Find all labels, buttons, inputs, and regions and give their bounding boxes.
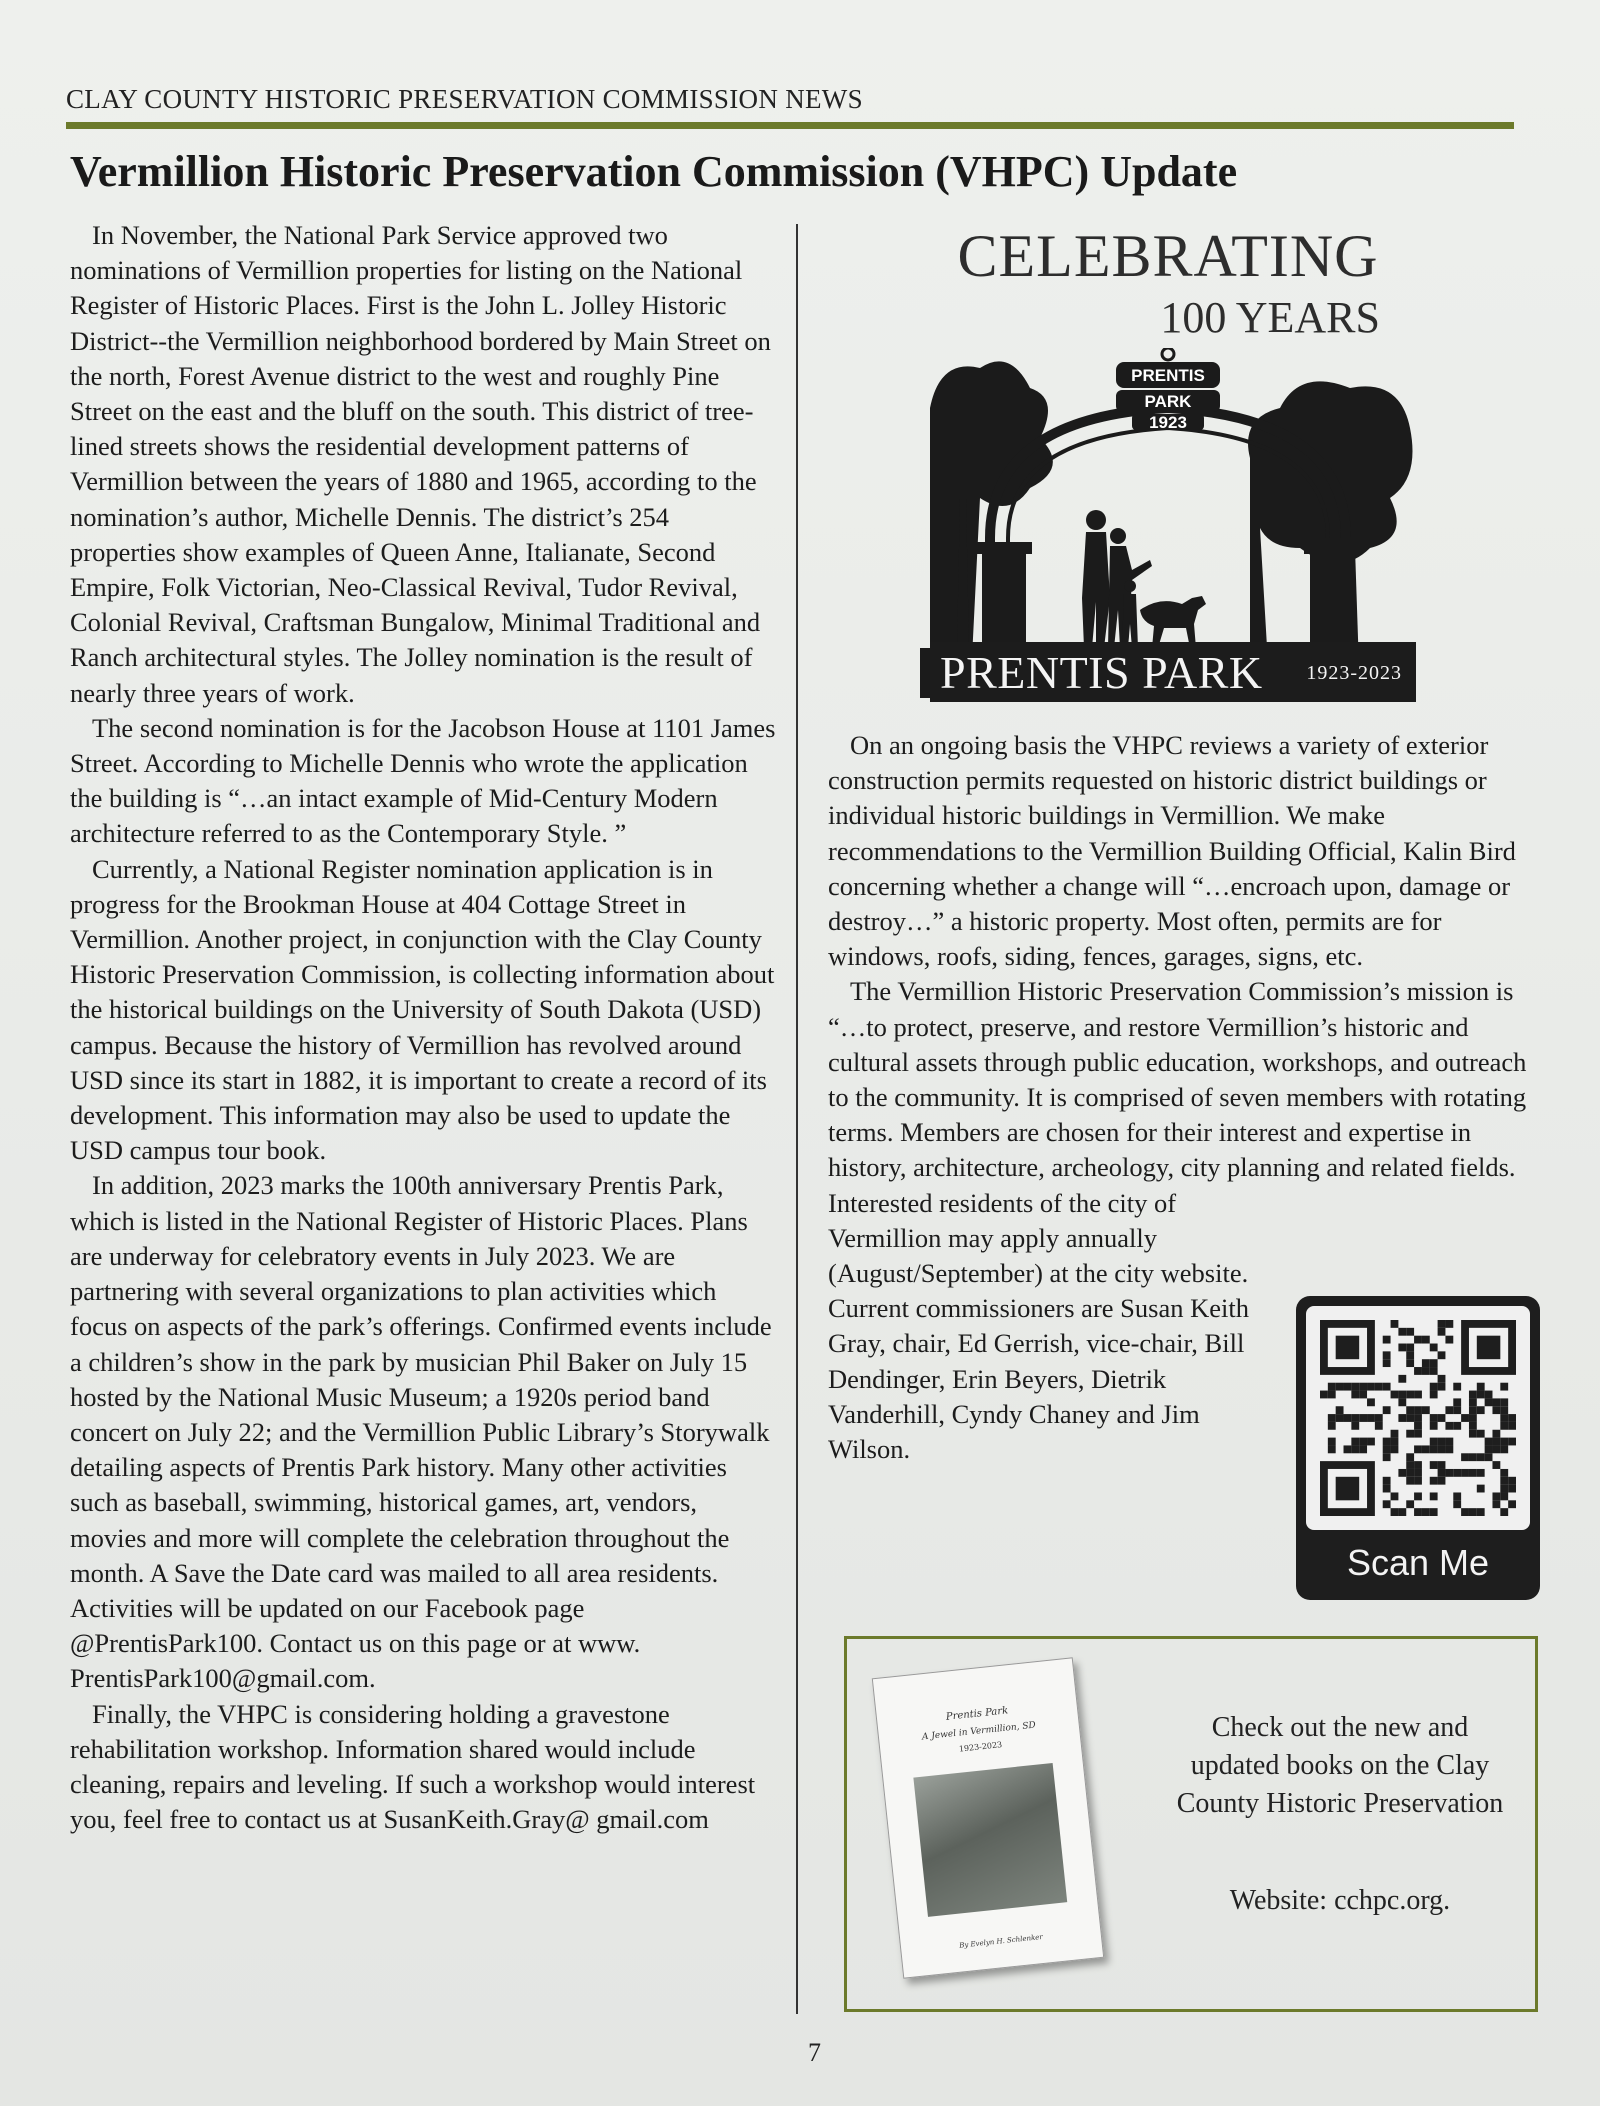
park-banner-name: PRENTIS PARK (940, 647, 1263, 698)
article-paragraph: The second nomination is for the Jacobson House at 1101 James Street. According to Michelle Dennis who wrote the application the building is “…an intact example of Mid-Century Modern architecture referred to as the Contemporary Style. ” (70, 712, 776, 849)
article-paragraph: In November, the National Park Service approved two nominations of Vermillion properties for listing on the National Register of Historic Places. First is the John L. Jolley Historic District--the Vermillion neighborhood bordered by Main Street on the north, Forest Avenue district to the west and roughly Pine Street on the east and the bluff on the south. This district of tree-lined streets shows the residential development patterns of Vermillion between the years of 1880 and 1965, according to the nomination’s author, Michelle Dennis. The district’s 254 properties show examples of Queen Anne, Italianate, Second Empire, Folk Victorian, Neo-Classical Revival, Tudor Revival, Colonial Revival, Craftsman Bungalow, Minimal Traditional and Ranch architectural styles. The Jolley nomination is the result of nearly three years of work. (70, 220, 771, 708)
book-years: 1923-2023 (958, 1740, 1003, 1754)
celebrate-title: CELEBRATING (957, 223, 1379, 289)
column-divider (796, 224, 798, 2014)
commissioners-paragraph: Interested residents of the city of Vermillion may apply annually (August/September) at the city website. Current commissioners are Susan Keith Gray, chair, Ed Gerrish, vice-chair, Bill Dendinger, Erin Beyers, Dietrik Vanderhill, Cyndy Chaney and Jim Wilson. (828, 1187, 1249, 1465)
page-title: Vermillion Historic Preservation Commission (VHPC) Update (70, 147, 1238, 196)
qr-code-pattern (1306, 1306, 1530, 1530)
book-cover (872, 1657, 1104, 1978)
article-paragraph: Finally, the VHPC is considering holding a gravestone rehabilitation workshop. Information shared would include cleaning, repairs and leveling. If such a workshop would interest you, feel free to contact us at SusanKeith.Gray@ gmail.com (70, 1698, 756, 1835)
article-paragraph: On an ongoing basis the VHPC reviews a variety of exterior construction permits requested on historic district buildings or individual historic buildings in Vermillion. We make recommendations to the Vermillion Building Official, Kalin Bird concerning whether a change will “…encroach upon, damage or destroy…” a historic property. Most often, permits are for windows, roofs, siding, fences, garages, signs, etc. (828, 730, 1516, 972)
park-banner-years: 1923-2023 (1306, 662, 1402, 684)
arch-prentis-text: PRENTIS (1131, 366, 1205, 385)
arch-year-text: 1923 (1149, 413, 1187, 432)
park-banner (930, 642, 1416, 702)
celebrate-subtitle: 100 YEARS (1160, 293, 1380, 342)
book-author: By Evelyn H. Schlenker (958, 1932, 1044, 1950)
qr-code-icon[interactable] (1306, 1306, 1530, 1530)
article-paragraph: In addition, 2023 marks the 100th anniversary Prentis Park, which is listed in the National Register of Historic Places. Plans are underway for celebratory events in July 2023. We are partnering with several organizations to plan activities which focus on aspects of the park’s offerings. Confirmed events include a children’s show in the park by musician Phil Baker on July 15 hosted by the National Music Museum; a 1920s period band concert on July 22; and the Vermillion Public Library’s Storywalk detailing aspects of Prentis Park history. Many other activities such as baseball, swimming, historical games, art, vendors, movies and more will complete the celebration throughout the month. A Save the Date card was mailed to all area residents. Activities will be updated on our Facebook page @PrentisPark100. Contact us on this page or at www. PrentisPark100@gmail.com. (70, 1170, 772, 1694)
page-number: 7 (808, 2038, 821, 2067)
book-promo-box (844, 1636, 1538, 2012)
article-paragraph: The Vermillion Historic Preservation Commission’s mission is “…to protect, preserve, and restore Vermillion’s historic and cultural assets through public education, workshops, and outreach to the community. It is comprised of seven members with rotating terms. Members are chosen for their interest and expertise in history, architecture, archeology, city planning and related fields. (828, 976, 1527, 1183)
book-promo-text: Check out the new and updated books on the Clay County Historic Preservation (1176, 1712, 1504, 1819)
arch-park-text: PARK (1144, 392, 1192, 411)
book-subtitle: A Jewel in Vermillion, SD (921, 1720, 1037, 1743)
header-rule (66, 122, 1514, 129)
qr-code-card[interactable] (1296, 1296, 1540, 1600)
left-column (70, 218, 780, 1837)
book-website-text: Website: cchpc.org. (1229, 1885, 1451, 1916)
book-cover-photo (913, 1763, 1067, 1917)
article-paragraph: Currently, a National Register nomination application is in progress for the Brookman House at 404 Cottage Street in Vermillion. Another project, in conjunction with the Clay County Historic Preservation Commission, is collecting information about the historical buildings on the University of South Dakota (USD) campus. Because the history of Vermillion has revolved around USD since its start in 1882, it is important to create a record of its development. This information may also be used to update the USD campus tour book. (70, 853, 775, 1166)
newsletter-kicker: CLAY COUNTY HISTORIC PRESERVATION COMMISSION NEWS (66, 84, 863, 114)
celebration-graphic (920, 222, 1416, 708)
scan-me-label: Scan Me (1346, 1542, 1490, 1583)
book-title: Prentis Park (945, 1705, 1009, 1723)
